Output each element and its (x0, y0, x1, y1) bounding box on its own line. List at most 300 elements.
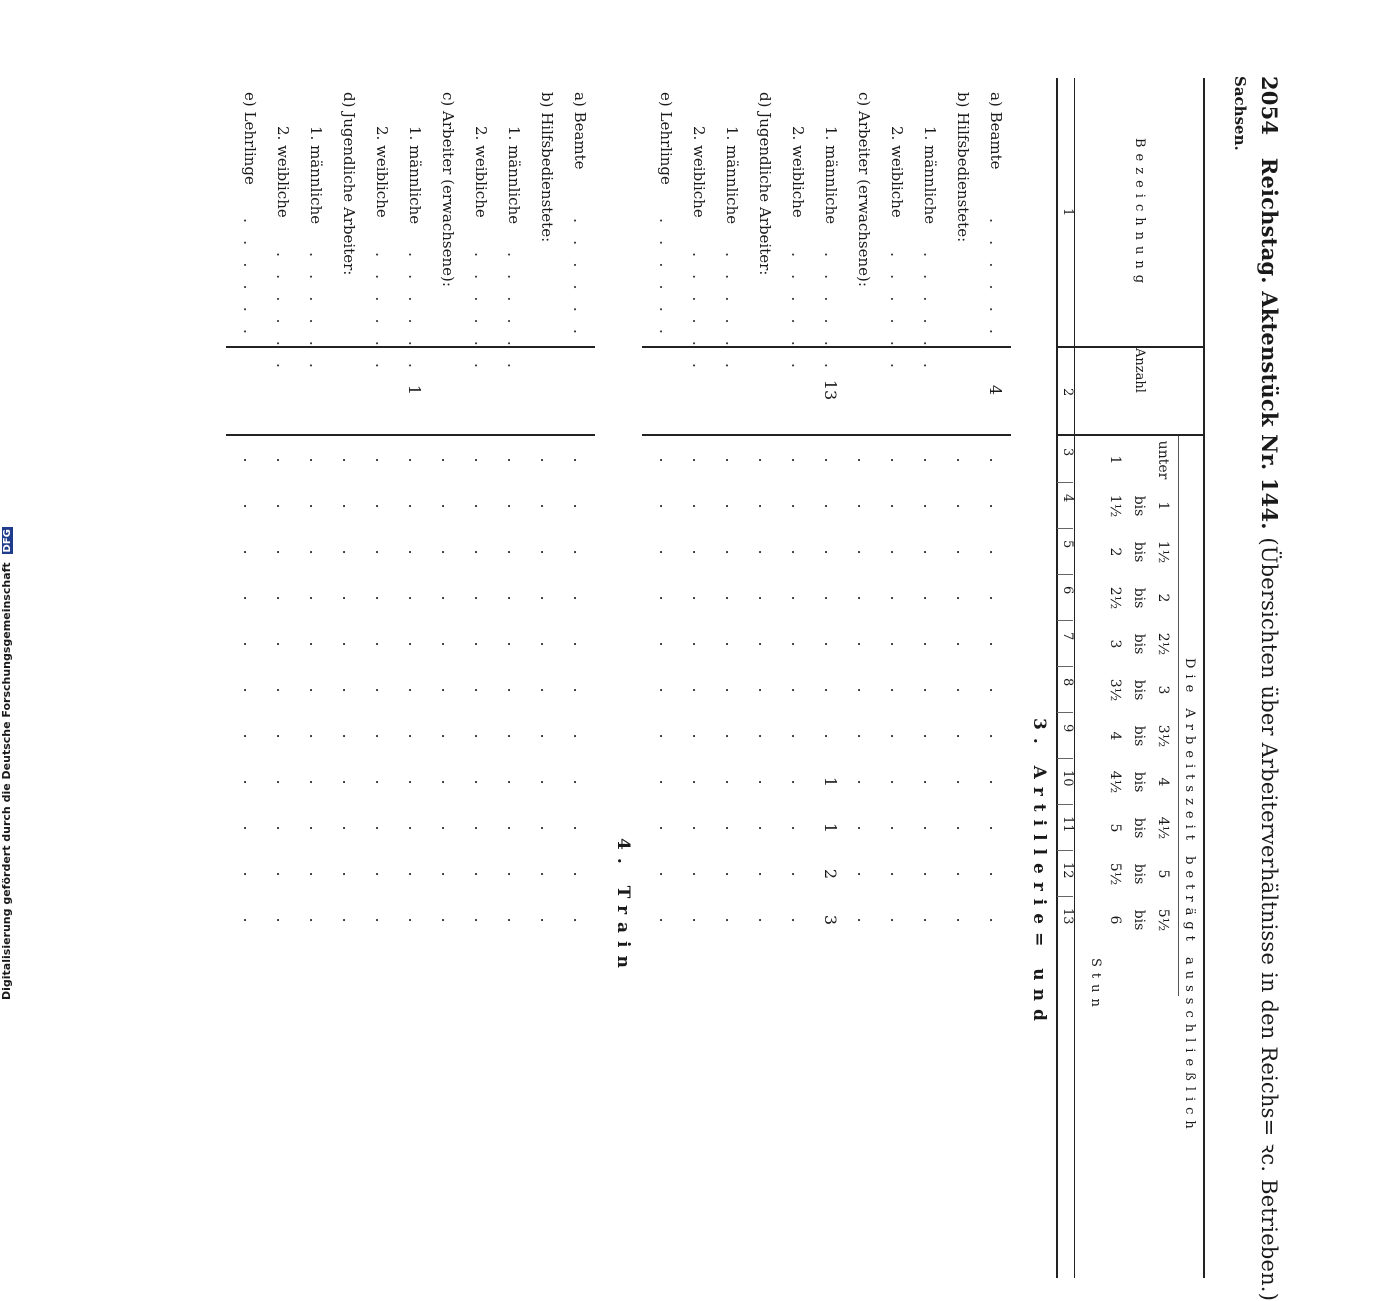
hours-cell: . (339, 825, 358, 831)
hours-cell: . (755, 595, 774, 601)
hours-cell: . (438, 503, 457, 509)
hours-cell: . (788, 687, 807, 693)
hours-cell: . (273, 917, 292, 923)
leader-dots: . . . . . . (722, 252, 741, 374)
hours-cell: . (471, 549, 490, 555)
hours-cell: . (306, 641, 325, 647)
hours-cell: . (372, 733, 391, 739)
hours-cell: . (240, 595, 259, 601)
hours-cell: . (570, 687, 589, 693)
hours-cell: . (953, 549, 972, 555)
range-mid: bis (1131, 495, 1147, 517)
hours-cell: . (471, 687, 490, 693)
hours-cell: . (339, 871, 358, 877)
row-label: 2. weibliche (888, 126, 906, 218)
hours-cell: . (438, 779, 457, 785)
hours-cell: . (788, 641, 807, 647)
row-label: a) Beamte (987, 92, 1005, 170)
hours-cell: . (372, 687, 391, 693)
hours-cell: . (755, 503, 774, 509)
hours-cell: . (953, 917, 972, 923)
hours-cell: . (887, 457, 906, 463)
hours-cell: . (306, 595, 325, 601)
hours-cell: . (537, 457, 556, 463)
hours-cell: . (240, 917, 259, 923)
hours-cell: . (689, 503, 708, 509)
hours-cell: . (986, 503, 1005, 509)
hours-cell: . (722, 503, 741, 509)
column-number: 12 (1060, 862, 1075, 879)
leader-dots: . . . . . . (471, 252, 490, 374)
hours-cell: . (273, 595, 292, 601)
hours-cell: . (920, 457, 939, 463)
hours-cell: . (306, 549, 325, 555)
hours-cell: . (722, 825, 741, 831)
col-header-bezeichnung: Bezeichnung (1132, 138, 1147, 290)
hours-cell: . (689, 687, 708, 693)
hours-cell: . (471, 503, 490, 509)
hours-cell: . (537, 917, 556, 923)
hours-cell: 3 (821, 914, 840, 926)
hours-cell: . (372, 917, 391, 923)
leader-dots: . . . . . . (788, 252, 807, 374)
row-label: 1. männliche (723, 126, 741, 225)
hours-cell: . (689, 871, 708, 877)
row-label: e) Lehrlinge (241, 92, 259, 185)
hours-cell: . (570, 457, 589, 463)
range-mid: bis (1131, 679, 1147, 701)
hours-cell: . (273, 687, 292, 693)
column-divider (1057, 850, 1073, 851)
leader-dots: . . . . . . (405, 252, 424, 374)
hours-cell: . (722, 641, 741, 647)
span-underline (1178, 436, 1179, 996)
column-number: 11 (1060, 816, 1075, 833)
hours-cell: . (240, 503, 259, 509)
hours-cell: . (722, 457, 741, 463)
hours-cell: . (504, 687, 523, 693)
hours-cell: . (339, 595, 358, 601)
hours-cell: . (854, 503, 873, 509)
hours-cell: . (240, 733, 259, 739)
column-number: 5 (1060, 540, 1075, 549)
hours-cell: . (504, 825, 523, 831)
divider-col2 (1057, 434, 1205, 436)
hours-cell: . (273, 779, 292, 785)
hours-cell: . (504, 779, 523, 785)
range-bottom: 4½ (1107, 770, 1123, 794)
hours-cell: . (788, 779, 807, 785)
hours-cell: . (438, 641, 457, 647)
hours-cell: . (570, 871, 589, 877)
leader-dots: . . . . . . (504, 252, 523, 374)
hours-cell: . (570, 595, 589, 601)
hours-cell: . (986, 457, 1005, 463)
hours-cell: . (953, 641, 972, 647)
hours-cell: . (504, 457, 523, 463)
hours-cell: . (887, 917, 906, 923)
hours-cell: . (953, 779, 972, 785)
row-label: c) Arbeiter (erwachsene): (439, 92, 457, 287)
hours-cell: . (339, 917, 358, 923)
section-title: 4. Train (613, 838, 633, 976)
hours-cell: . (821, 457, 840, 463)
hours-cell: . (438, 457, 457, 463)
anzahl-cell: 1 (405, 384, 424, 396)
hours-cell: . (405, 595, 424, 601)
range-mid: bis (1131, 909, 1147, 931)
hours-cell: . (240, 549, 259, 555)
hours-cell: . (405, 687, 424, 693)
hours-cell: . (656, 595, 675, 601)
column-divider (1057, 666, 1073, 667)
column-number: 2 (1060, 388, 1075, 397)
hours-cell: . (755, 457, 774, 463)
hours-cell: . (438, 549, 457, 555)
row-label: 2. weibliche (472, 126, 490, 218)
row-label: 1. männliche (307, 126, 325, 225)
column-number: 1 (1060, 208, 1075, 217)
row-label: a) Beamte (571, 92, 589, 170)
divider-col1 (1057, 346, 1205, 348)
row-label: e) Lehrlinge (657, 92, 675, 185)
hours-cell: . (986, 641, 1005, 647)
hours-cell: . (821, 503, 840, 509)
row-label: d) Jugendliche Arbeiter: (340, 92, 358, 276)
range-top: 4½ (1155, 816, 1171, 840)
hours-cell: . (471, 595, 490, 601)
hours-cell: . (656, 779, 675, 785)
row-label: 1. männliche (505, 126, 523, 225)
hours-cell: . (887, 825, 906, 831)
col-header-span-title: Die Arbeitszeit beträgt ausschließlich (1182, 658, 1197, 1135)
hours-cell: . (689, 733, 708, 739)
hours-cell: . (339, 779, 358, 785)
range-mid: bis (1131, 633, 1147, 655)
hours-cell: . (821, 595, 840, 601)
hours-cell: . (471, 871, 490, 877)
hours-cell: . (240, 457, 259, 463)
hours-cell: . (372, 871, 391, 877)
hours-cell: . (920, 549, 939, 555)
hours-cell: . (306, 779, 325, 785)
row-label: 2. weibliche (789, 126, 807, 218)
range-mid: bis (1131, 771, 1147, 793)
hours-cell: . (537, 687, 556, 693)
header-bottom-rule (1056, 78, 1058, 1278)
hours-cell: . (372, 825, 391, 831)
col-header-anzahl: Anzahl (1132, 348, 1147, 393)
hours-cell: . (722, 733, 741, 739)
range-top: 2 (1155, 593, 1171, 603)
hours-cell: . (372, 457, 391, 463)
hours-cell: . (755, 687, 774, 693)
hours-cell: . (854, 825, 873, 831)
hours-cell: . (689, 595, 708, 601)
hours-cell: . (755, 825, 774, 831)
hours-cell: 2 (821, 868, 840, 880)
column-divider (1057, 574, 1073, 575)
hours-cell: . (656, 687, 675, 693)
hours-cell: . (438, 595, 457, 601)
hours-cell: . (504, 733, 523, 739)
hours-cell: . (788, 917, 807, 923)
hours-cell: . (920, 733, 939, 739)
column-number: 3 (1060, 448, 1075, 457)
hours-cell: . (788, 457, 807, 463)
hours-cell: . (339, 503, 358, 509)
hours-cell: . (570, 641, 589, 647)
hours-cell: . (887, 549, 906, 555)
hours-cell: . (821, 549, 840, 555)
column-number: 6 (1060, 586, 1075, 595)
range-top: 3 (1155, 685, 1171, 695)
range-bottom: 1 (1107, 455, 1123, 465)
hours-cell: . (273, 549, 292, 555)
hours-cell: . (920, 641, 939, 647)
hours-cell: . (504, 503, 523, 509)
hours-cell: . (986, 779, 1005, 785)
column-number: 4 (1060, 494, 1075, 503)
hours-cell: . (854, 687, 873, 693)
hours-cell: . (438, 825, 457, 831)
range-mid: bis (1131, 725, 1147, 747)
range-bottom: 2½ (1107, 586, 1123, 610)
hours-cell: . (755, 917, 774, 923)
hours-cell: . (656, 503, 675, 509)
hours-cell: . (953, 457, 972, 463)
hours-cell: . (339, 457, 358, 463)
hours-cell: . (887, 641, 906, 647)
range-bottom: 2 (1107, 547, 1123, 557)
hours-cell: . (405, 733, 424, 739)
row-label: b) Hilfsbedienstete: (538, 92, 556, 243)
hours-cell: . (405, 641, 424, 647)
row-label: b) Hilfsbedienstete: (954, 92, 972, 243)
hours-cell: . (788, 503, 807, 509)
hours-cell: . (471, 779, 490, 785)
hours-cell: . (722, 549, 741, 555)
hours-cell: . (920, 595, 939, 601)
hours-cell: . (471, 825, 490, 831)
anzahl-right-rule (642, 434, 1011, 436)
hours-cell: . (854, 595, 873, 601)
col-header-span-suffix: Stun (1088, 958, 1103, 1013)
range-top: unter (1155, 440, 1171, 480)
region-label: Sachsen. (1231, 76, 1249, 151)
hours-cell: . (372, 779, 391, 785)
hours-cell: . (722, 687, 741, 693)
hours-cell: . (986, 917, 1005, 923)
hours-cell: . (372, 503, 391, 509)
hours-cell: . (953, 595, 972, 601)
hours-cell: . (722, 595, 741, 601)
hours-cell: . (986, 825, 1005, 831)
hours-cell: . (405, 825, 424, 831)
row-label: 2. weibliche (690, 126, 708, 218)
hours-cell: . (821, 687, 840, 693)
hours-cell: . (504, 871, 523, 877)
leader-dots: . . . . . . (689, 252, 708, 374)
digitization-credit (0, 0, 14, 1000)
hours-cell: . (240, 871, 259, 877)
hours-cell: . (438, 733, 457, 739)
hours-cell: 1 (821, 822, 840, 834)
leader-dots: . . . . . . (887, 252, 906, 374)
hours-cell: . (240, 825, 259, 831)
hours-cell: . (339, 641, 358, 647)
hours-cell: . (986, 687, 1005, 693)
range-top: 4 (1155, 777, 1171, 787)
hours-cell: . (273, 825, 292, 831)
hours-cell: . (656, 733, 675, 739)
hours-cell: . (920, 687, 939, 693)
hours-cell: . (339, 733, 358, 739)
hours-cell: . (854, 457, 873, 463)
hours-cell: . (405, 457, 424, 463)
hours-cell: . (504, 595, 523, 601)
hours-cell: . (788, 825, 807, 831)
hours-cell: . (306, 687, 325, 693)
range-bottom: 1½ (1107, 494, 1123, 518)
hours-cell: . (821, 733, 840, 739)
column-number: 9 (1060, 724, 1075, 733)
column-number: 8 (1060, 678, 1075, 687)
column-divider (1057, 804, 1073, 805)
page-header (1255, 76, 1283, 1301)
leader-dots: . . . . . . (240, 218, 259, 340)
hours-cell: . (854, 917, 873, 923)
row-label: 1. männliche (822, 126, 840, 225)
rotated-document (43, 68, 1283, 1301)
hours-cell: . (755, 871, 774, 877)
range-mid: bis (1131, 817, 1147, 839)
column-divider (1057, 712, 1073, 713)
leader-dots: . . . . . . (273, 252, 292, 374)
column-divider (1057, 528, 1073, 529)
leader-dots: . . . . . . (656, 218, 675, 340)
hours-cell: . (504, 549, 523, 555)
hours-cell: . (405, 871, 424, 877)
hours-cell: . (273, 733, 292, 739)
hours-cell: . (471, 917, 490, 923)
leader-dots: . . . . . . (570, 218, 589, 340)
leader-dots: . . . . . . (306, 252, 325, 374)
leader-dots: . . . . . . (821, 252, 840, 374)
hours-cell: . (438, 917, 457, 923)
range-bottom: 5½ (1107, 862, 1123, 886)
hours-cell: . (438, 687, 457, 693)
hours-cell: . (854, 871, 873, 877)
range-bottom: 4 (1107, 731, 1123, 741)
hours-cell: . (986, 595, 1005, 601)
hours-cell: . (405, 503, 424, 509)
hours-cell: . (689, 825, 708, 831)
hours-cell: . (537, 779, 556, 785)
column-number: 13 (1060, 908, 1075, 925)
hours-cell: . (656, 549, 675, 555)
range-top: 2½ (1155, 632, 1171, 656)
range-bottom: 6 (1107, 915, 1123, 925)
column-divider (1057, 620, 1073, 621)
hours-cell: . (339, 549, 358, 555)
hours-cell: . (471, 733, 490, 739)
hours-cell: . (854, 779, 873, 785)
hours-cell: . (537, 733, 556, 739)
hours-cell: . (537, 871, 556, 877)
hours-cell: . (570, 779, 589, 785)
hours-cell: . (339, 687, 358, 693)
anzahl-cell: 13 (821, 379, 840, 401)
hours-cell: . (689, 641, 708, 647)
hours-cell: . (240, 687, 259, 693)
hours-cell: . (788, 733, 807, 739)
hours-cell: . (953, 825, 972, 831)
range-mid: bis (1131, 863, 1147, 885)
document-subtitle: (Übersichten über Arbeiterverhältnisse in den Reichs= ꝛc. Betrieben.) (1257, 537, 1281, 1301)
row-label: c) Arbeiter (erwachsene): (855, 92, 873, 287)
hours-cell: . (405, 549, 424, 555)
hours-cell: . (986, 733, 1005, 739)
hours-cell: . (821, 641, 840, 647)
hours-cell: . (273, 871, 292, 877)
hours-cell: . (920, 871, 939, 877)
column-divider (1057, 896, 1073, 897)
range-top: 5½ (1155, 908, 1171, 932)
hours-cell: . (306, 917, 325, 923)
hours-cell: . (306, 457, 325, 463)
hours-cell: . (537, 641, 556, 647)
hours-cell: . (854, 733, 873, 739)
hours-cell: . (689, 457, 708, 463)
hours-cell: . (273, 503, 292, 509)
hours-cell: . (570, 733, 589, 739)
hours-cell: 1 (821, 776, 840, 788)
range-bottom: 3½ (1107, 678, 1123, 702)
row-label: d) Jugendliche Arbeiter: (756, 92, 774, 276)
column-number: 7 (1060, 632, 1075, 641)
hours-cell: . (986, 549, 1005, 555)
hours-cell: . (537, 503, 556, 509)
section-title: 3. Artillerie= und (1029, 718, 1049, 1029)
range-bottom: 5 (1107, 823, 1123, 833)
hours-cell: . (306, 871, 325, 877)
hours-cell: . (788, 549, 807, 555)
hours-cell: . (920, 917, 939, 923)
hours-cell: . (273, 641, 292, 647)
range-top: 3½ (1155, 724, 1171, 748)
hours-cell: . (570, 917, 589, 923)
hours-cell: . (788, 595, 807, 601)
hours-cell: . (689, 917, 708, 923)
column-number: 10 (1060, 770, 1075, 787)
hours-cell: . (537, 549, 556, 555)
hours-cell: . (273, 457, 292, 463)
hours-cell: . (306, 503, 325, 509)
range-top: 1 (1155, 501, 1171, 511)
hours-cell: . (887, 503, 906, 509)
hours-cell: . (887, 871, 906, 877)
hours-cell: . (438, 871, 457, 877)
column-divider (1057, 758, 1073, 759)
dfg-logo: DFG (2, 529, 13, 553)
hours-cell: . (920, 779, 939, 785)
anzahl-right-rule (226, 434, 595, 436)
hours-cell: . (986, 871, 1005, 877)
document-title: Reichstag. Aktenstück Nr. 144. (1257, 157, 1282, 530)
hours-cell: . (471, 457, 490, 463)
row-label: 1. männliche (406, 126, 424, 225)
